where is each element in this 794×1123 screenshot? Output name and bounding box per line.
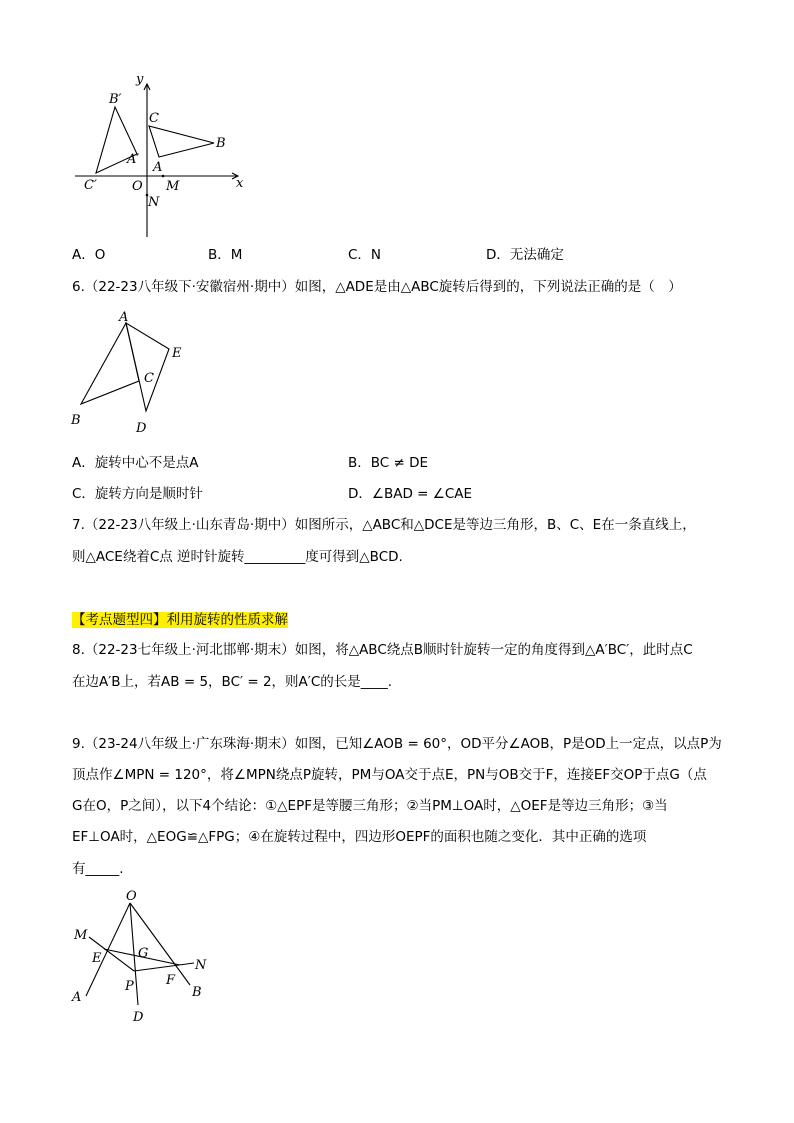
ray-ob (130, 903, 190, 985)
q8-line-1: 8.（22-23七年级上·河北邯郸·期末）如图，将△ABC绕点B顺时针旋转一定的角度得到△A′BC′，此时点C (72, 642, 693, 658)
label-e: E (92, 951, 102, 966)
ray-pn (134, 963, 194, 971)
q6-option-d[interactable]: D．∠BAD = ∠CAE (348, 486, 473, 502)
label-c: C (149, 111, 159, 126)
label-b-prime: B′ (109, 92, 122, 107)
label-b: B (71, 413, 81, 428)
label-o: O (126, 889, 137, 904)
label-a: A (72, 990, 82, 1005)
q5-option-c[interactable]: C．N (348, 247, 382, 263)
q9-line-4: EF⊥OA时，△EOG≌△FPG；④在旋转过程中，四边形OEPF的面积也随之变化．其中正确的选项 (72, 829, 647, 845)
label-m: M (74, 928, 88, 943)
label-n: N (195, 958, 207, 973)
label-o: O (132, 179, 143, 194)
q7-line-2: 则△ACE绕着C点 逆时针旋转_________度可得到△BCD. (72, 549, 403, 565)
label-a: A (153, 160, 163, 175)
label-e: E (172, 346, 182, 361)
label-c: C (144, 371, 154, 386)
label-n: N (148, 195, 160, 210)
q5-option-d[interactable]: D．无法确定 (486, 247, 564, 263)
q9-line-3: G在O，P之间），以下4个结论：①△EPF是等腰三角形；②当PM⊥OA时，△OEF是等边三角形；③当 (72, 798, 668, 814)
q6-option-c[interactable]: C．旋转方向是顺时针 (72, 486, 203, 502)
label-a: A (119, 310, 129, 325)
q7-line-1: 7.（22-23八年级上·山东青岛·期中）如图所示，△ABC和△DCE是等边三角形，B、C、E在一条直线上， (72, 517, 696, 533)
q9-line-5: 有_____. (72, 861, 124, 877)
q8-line-2: 在边A′B上，若AB = 5，BC′ = 2，则A′C的长是____. (72, 674, 393, 690)
label-d: D (136, 421, 147, 436)
label-m: M (166, 179, 180, 194)
q9-line-2: 顶点作∠MPN = 120°，将∠MPN绕点P旋转，PM与OA交于点E，PN与OB交于F，连接EF交OP于点G（点 (72, 767, 707, 783)
label-b: B (192, 985, 202, 1000)
q6-option-a[interactable]: A．旋转中心不是点A (72, 455, 199, 471)
label-d: D (133, 1010, 144, 1025)
q5-option-a[interactable]: A．O (72, 247, 106, 263)
label-f: F (166, 973, 176, 988)
label-a-prime: A′ (127, 152, 140, 167)
label-p: P (125, 979, 134, 994)
q9-line-1: 9.（23-24八年级上·广东珠海·期末）如图，已知∠AOB = 60°，OD平分∠AOB，P是OD上一定点，以点P为 (72, 736, 722, 752)
q6-stem: 6.（22-23八年级下·安徽宿州·期中）如图，△ADE是由△ABC旋转后得到的，下列说法正确的是（ ） (72, 279, 682, 295)
section-title-highlight: 【考点题型四】利用旋转的性质求解 (72, 612, 288, 628)
q6-option-b[interactable]: B．BC ≠ DE (348, 455, 429, 471)
label-y: y (136, 72, 144, 87)
label-g: G (138, 946, 149, 961)
label-b: B (216, 136, 226, 151)
label-c-prime: C′ (84, 178, 97, 193)
label-x: x (236, 176, 244, 191)
q5-option-b[interactable]: B．M (208, 247, 243, 263)
